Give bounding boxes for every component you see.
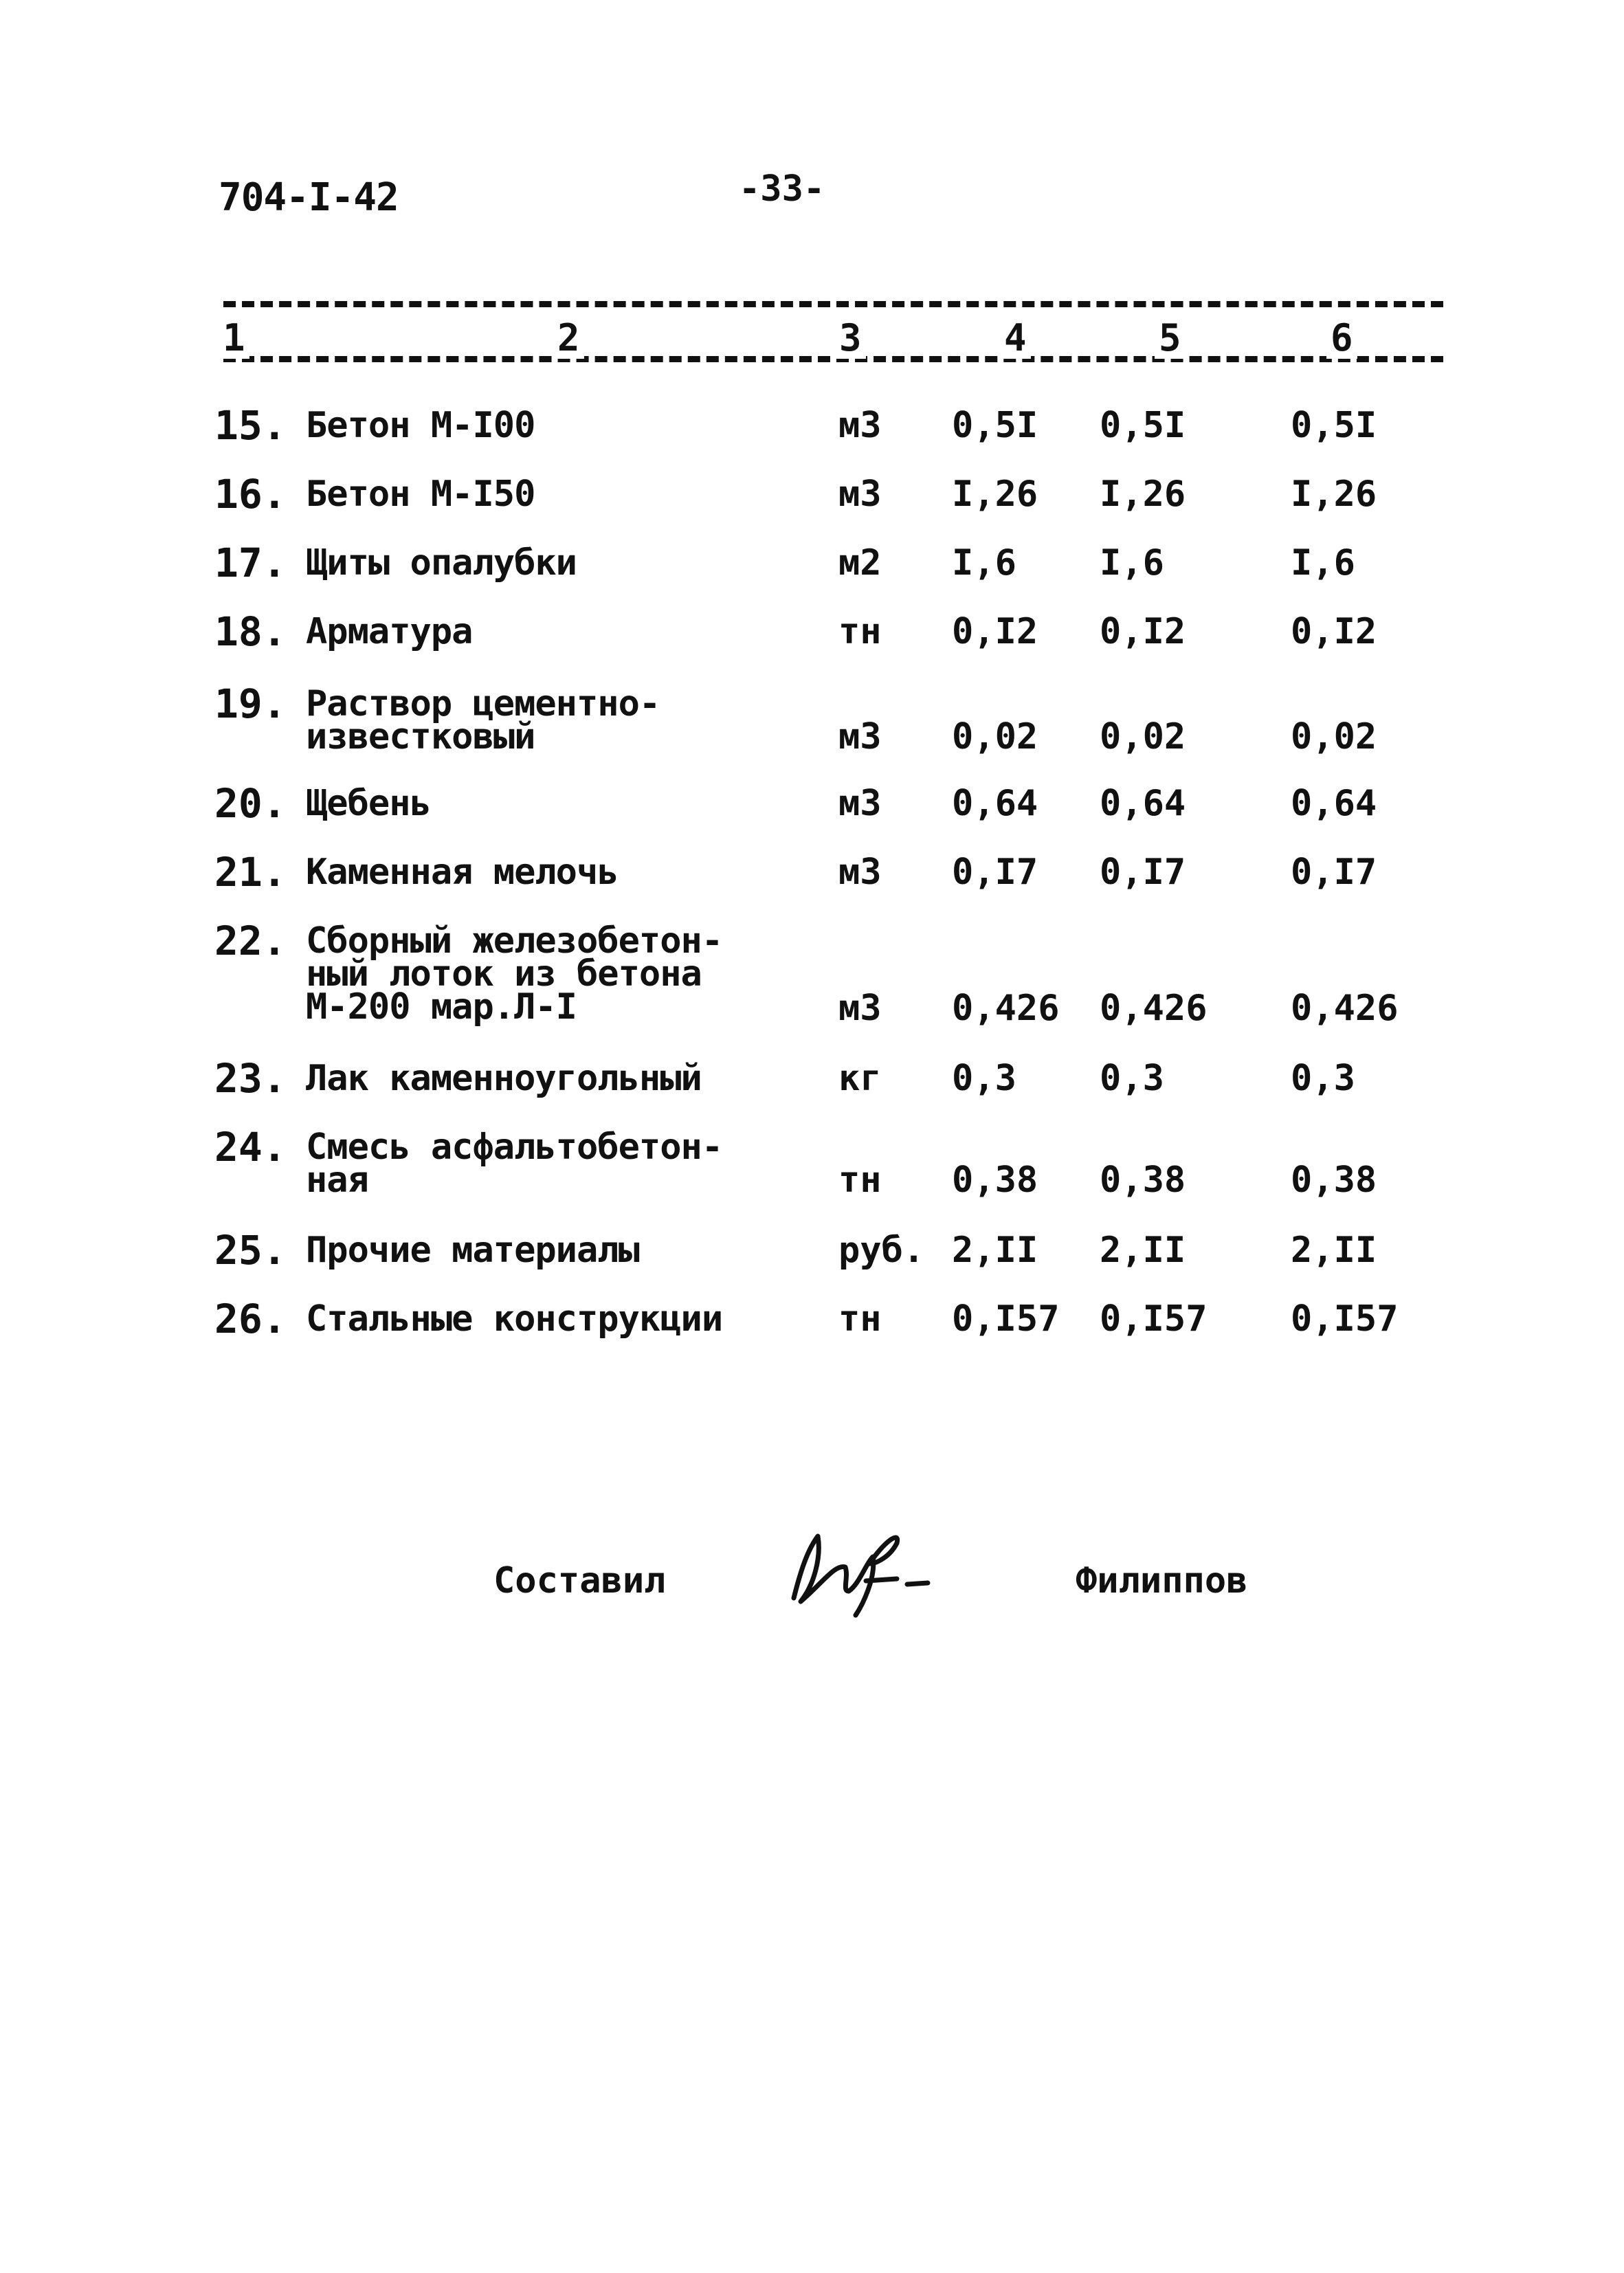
- value-col-6: 0,I57: [1291, 1298, 1399, 1340]
- material-name: Раствор цементно- известковый: [306, 683, 660, 757]
- unit-of-measure: руб.: [838, 1230, 925, 1271]
- unit-of-measure: м3: [838, 716, 882, 757]
- value-col-6: 0,3: [1291, 1058, 1355, 1099]
- value-col-5: 0,38: [1100, 1160, 1186, 1201]
- table-row: [0, 540, 1624, 586]
- unit-of-measure: м3: [838, 474, 882, 515]
- unit-of-measure: тн: [838, 611, 882, 652]
- value-col-4: 2,II: [952, 1230, 1038, 1271]
- value-col-6: I,26: [1291, 474, 1377, 515]
- value-col-5: 0,I2: [1100, 611, 1186, 652]
- unit-of-measure: м3: [838, 988, 882, 1029]
- table-row: [0, 471, 1624, 518]
- table-row: [0, 780, 1624, 827]
- value-col-6: 0,I2: [1291, 611, 1377, 652]
- value-col-4: 0,38: [952, 1160, 1038, 1201]
- unit-of-measure: м2: [838, 542, 882, 584]
- value-col-4: 0,I57: [952, 1298, 1060, 1340]
- unit-of-measure: тн: [838, 1298, 882, 1340]
- row-number: 22.: [214, 918, 287, 964]
- table-row: [0, 1227, 1624, 1274]
- value-col-4: 0,3: [952, 1058, 1016, 1099]
- value-col-6: 0,I7: [1291, 852, 1377, 893]
- row-number: 18.: [214, 608, 287, 655]
- column-header-4: 4: [1000, 318, 1031, 359]
- unit-of-measure: кг: [838, 1058, 882, 1099]
- value-col-5: 0,I57: [1100, 1298, 1208, 1340]
- material-name: Бетон М-I50: [306, 474, 535, 515]
- value-col-4: I,26: [952, 474, 1038, 515]
- value-col-5: 0,64: [1100, 783, 1186, 824]
- value-col-6: 0,426: [1291, 988, 1399, 1029]
- table-row: [0, 849, 1624, 896]
- value-col-5: I,6: [1100, 542, 1164, 584]
- value-col-5: 2,II: [1100, 1230, 1186, 1271]
- value-col-4: 0,64: [952, 783, 1038, 824]
- column-header-2: 2: [553, 318, 584, 359]
- table-row: [0, 402, 1624, 449]
- material-name: Бетон М-I00: [306, 405, 535, 446]
- author-name: Филиппов: [1076, 1560, 1248, 1601]
- value-col-4: I,6: [952, 542, 1016, 584]
- unit-of-measure: м3: [838, 783, 882, 824]
- value-col-4: 0,426: [952, 988, 1060, 1029]
- row-number: 24.: [214, 1124, 287, 1171]
- column-header-6: 6: [1326, 318, 1357, 359]
- row-number: 21.: [214, 849, 287, 896]
- material-name: Каменная мелочь: [306, 852, 619, 893]
- material-name: Сборный железобетон- ный лоток из бетона М-200 мар.Л-I: [306, 920, 723, 1028]
- value-col-6: 0,64: [1291, 783, 1377, 824]
- value-col-6: 0,5I: [1291, 405, 1377, 446]
- value-col-6: 0,38: [1291, 1160, 1377, 1201]
- row-number: 19.: [214, 680, 287, 727]
- handwritten-signature: [780, 1516, 945, 1619]
- value-col-6: I,6: [1291, 542, 1355, 584]
- value-col-5: 0,I7: [1100, 852, 1186, 893]
- row-number: 25.: [214, 1227, 287, 1274]
- column-header-5: 5: [1155, 318, 1186, 359]
- column-header-3: 3: [835, 318, 866, 359]
- page-number: -33-: [739, 168, 825, 210]
- value-col-4: 0,I7: [952, 852, 1038, 893]
- row-number: 23.: [214, 1055, 287, 1102]
- table-row: [0, 1124, 1624, 1201]
- value-col-6: 2,II: [1291, 1230, 1377, 1271]
- row-number: 16.: [214, 471, 287, 518]
- table-row: [0, 918, 1624, 1029]
- row-number: 26.: [214, 1296, 287, 1342]
- material-name: Стальные конструкции: [306, 1298, 723, 1340]
- table-row: [0, 1296, 1624, 1342]
- value-col-4: 0,02: [952, 716, 1038, 757]
- material-name: Прочие материалы: [306, 1230, 639, 1271]
- value-col-5: 0,426: [1100, 988, 1208, 1029]
- row-number: 20.: [214, 780, 287, 827]
- composed-by-label: Составил: [493, 1560, 666, 1601]
- table-column-headers: [0, 318, 1624, 359]
- value-col-5: I,26: [1100, 474, 1186, 515]
- unit-of-measure: м3: [838, 852, 882, 893]
- value-col-6: 0,02: [1291, 716, 1377, 757]
- table-row: [0, 1055, 1624, 1102]
- material-name: Лак каменноугольный: [306, 1058, 702, 1099]
- column-header-1: 1: [219, 318, 249, 359]
- value-col-5: 0,5I: [1100, 405, 1186, 446]
- unit-of-measure: м3: [838, 405, 882, 446]
- value-col-4: 0,5I: [952, 405, 1038, 446]
- table-top-rule: [223, 301, 1443, 307]
- row-number: 17.: [214, 540, 287, 586]
- material-name: Щебень: [306, 783, 431, 824]
- document-code: 704-I-42: [219, 175, 399, 220]
- material-name: Щиты опалубки: [306, 542, 577, 584]
- table-row: [0, 608, 1624, 655]
- table-row: [0, 680, 1624, 757]
- material-name: Арматура: [306, 611, 473, 652]
- material-name: Смесь асфальтобетон- ная: [306, 1127, 723, 1201]
- value-col-5: 0,3: [1100, 1058, 1164, 1099]
- row-number: 15.: [214, 402, 287, 449]
- value-col-4: 0,I2: [952, 611, 1038, 652]
- unit-of-measure: тн: [838, 1160, 882, 1201]
- value-col-5: 0,02: [1100, 716, 1186, 757]
